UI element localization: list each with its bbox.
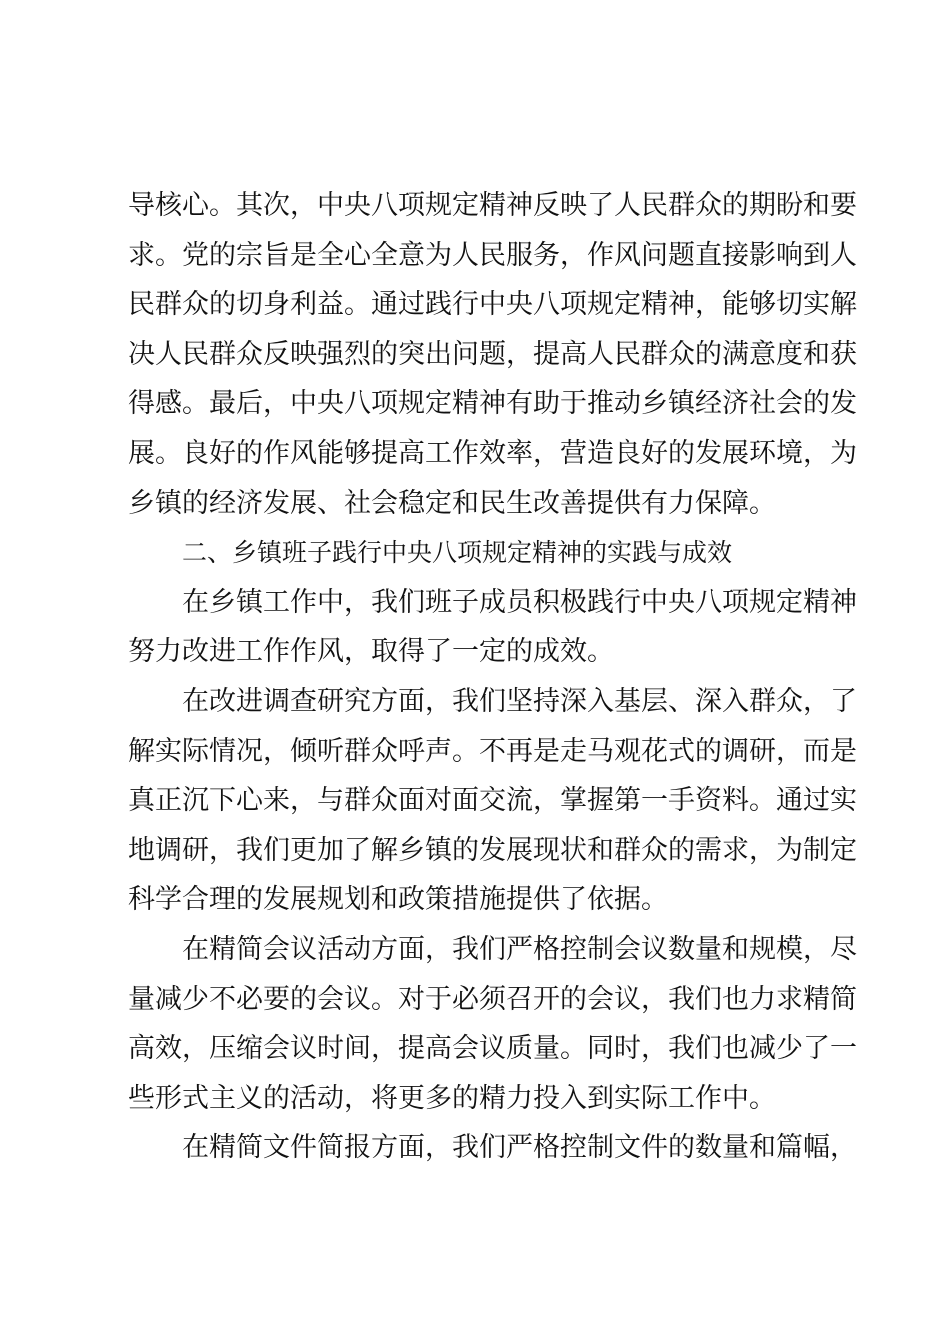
body-text [128,181,857,1173]
text-line: 量减少不必要的会议。对于必须召开的会议，我们也力求精简 [128,983,857,1015]
heading-line: 二、乡镇班子践行中央八项规定精神的实践与成效 [182,538,733,568]
paragraph [128,578,857,677]
text-line: 高效，压缩会议时间，提高会议质量。同时，我们也减少了一 [128,1033,857,1065]
text-line: 展。良好的作风能够提高工作效率，营造良好的发展环境，为 [128,437,857,469]
text-line: 解实际情况，倾听群众呼声。不再是走马观花式的调研，而是 [128,735,857,767]
text-line: 民群众的切身利益。通过践行中央八项规定精神，能够切实解 [128,289,857,321]
paragraph [128,677,857,925]
text-line: 地调研，我们更加了解乡镇的发展现状和群众的需求，为制定 [128,834,857,866]
text-line: 得感。最后，中央八项规定精神有助于推动乡镇经济社会的发 [128,388,857,420]
paragraph-continuation [128,181,857,528]
text-line: 在乡镇工作中，我们班子成员积极践行中央八项规定精神 [182,586,857,618]
text-line: 努力改进工作作风，取得了一定的成效。 [128,636,614,668]
text-line: 乡镇的经济发展、社会稳定和民生改善提供有力保障。 [128,487,776,519]
text-line: 些形式主义的活动，将更多的精力投入到实际工作中。 [128,1082,776,1114]
text-line: 在精简会议活动方面，我们严格控制会议数量和规模，尽 [182,933,857,965]
paragraph [128,925,857,1123]
text-line: 在改进调查研究方面，我们坚持深入基层、深入群众，了 [182,685,857,717]
text-line: 在精简文件简报方面，我们严格控制文件的数量和篇幅， [182,1132,857,1164]
paragraph [128,1123,857,1173]
text-line: 真正沉下心来，与群众面对面交流，掌握第一手资料。通过实 [128,785,857,817]
section-heading [128,528,840,578]
text-line: 导核心。其次，中央八项规定精神反映了人民群众的期盼和要 [128,190,857,221]
text-line: 求。党的宗旨是全心全意为人民服务，作风问题直接影响到人 [128,239,857,271]
text-line: 决人民群众反映强烈的突出问题，提高人民群众的满意度和获 [128,338,857,370]
text-line: 科学合理的发展规划和政策措施提供了依据。 [128,884,668,916]
